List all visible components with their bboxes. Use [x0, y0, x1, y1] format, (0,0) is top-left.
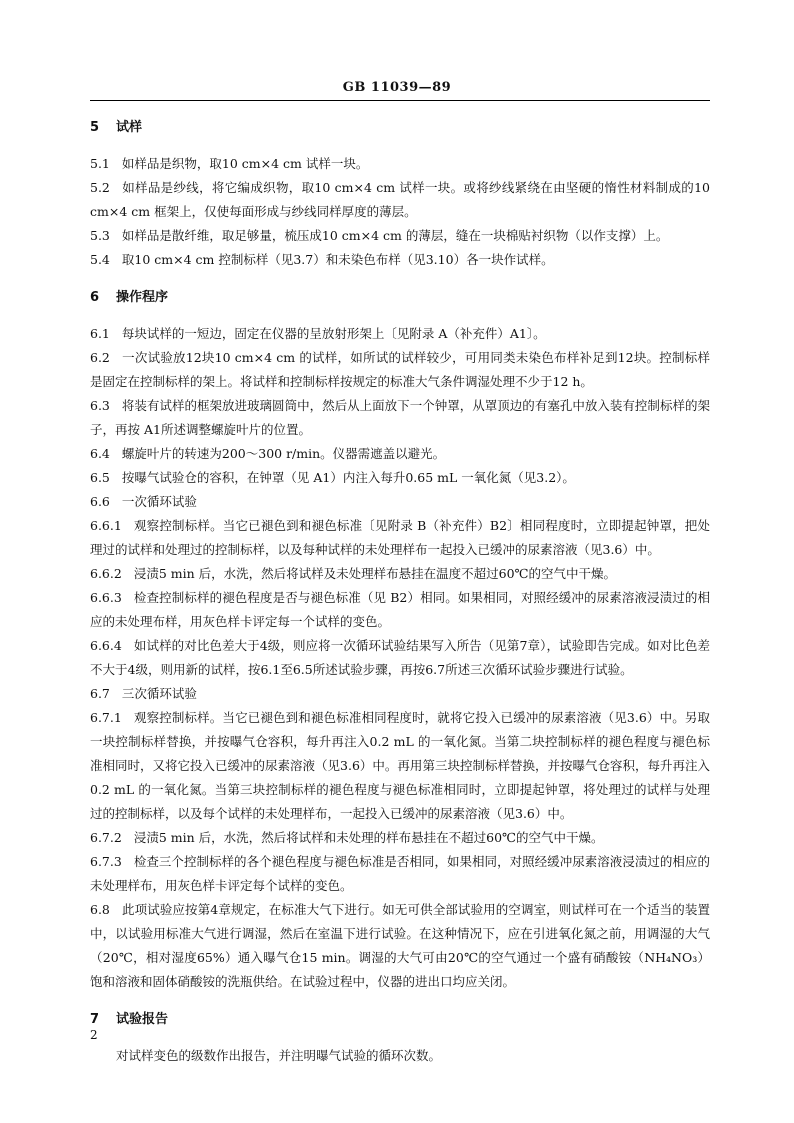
clause: [90, 898, 710, 994]
clause-number: 5.1: [90, 156, 110, 171]
clause-text: 螺旋叶片的转速为200～300 r/min。仪器需遮盖以避光。: [121, 446, 446, 461]
clause-number: 6.5: [90, 470, 110, 485]
section-heading: [90, 116, 710, 140]
clause-text: 将装有试样的框架放进玻璃圆筒中，然后从上面放下一个钟罩，从罩顶边的有塞孔中放入装有控制标样的架子，再按 A1所述调整螺旋叶片的位置。: [90, 398, 710, 437]
clause: [90, 634, 710, 682]
clause-text: 每块试样的一短边，固定在仪器的呈放射形架上〔见附录 A（补充件）A1〕。: [121, 326, 546, 341]
clause-number: 6.2: [90, 350, 110, 365]
clause-number: 6.6.2: [90, 566, 122, 581]
clause-text: 按曝气试验仓的容积，在钟罩（见 A1）内注入每升0.65 mL 一氧化氮（见3.2）。: [121, 470, 575, 485]
clause: [90, 706, 710, 826]
clause-number: 6.6: [90, 494, 110, 509]
section-number: 5: [90, 120, 100, 135]
clause: [90, 850, 710, 898]
clause: [90, 176, 710, 224]
clause: [90, 346, 710, 394]
section-title: 试验报告: [116, 1012, 169, 1027]
clause-number: 6.6.4: [90, 638, 122, 653]
clause: [90, 442, 710, 466]
clause: [90, 248, 710, 272]
clause-number: 6.4: [90, 446, 110, 461]
clause-number: 6.8: [90, 902, 110, 917]
clause-text: 如样品是散纤维，取足够量，梳压成10 cm×4 cm 的薄层，缝在一块棉贴衬织物（以作支撑）上。: [121, 228, 669, 243]
section-heading: [90, 286, 710, 310]
clause-text: 如样品是织物，取10 cm×4 cm 试样一块。: [121, 156, 369, 171]
subclause-title: [90, 682, 710, 706]
clause: [90, 586, 710, 634]
report-paragraph: 对试样变色的级数作出报告，并注明曝气试验的循环次数。: [116, 1048, 442, 1063]
clause-text: 如试样的对比色差大于4级，则应将一次循环试验结果写入所告（见第7章），试验即告完成。如对比色差不大于4级，则用新的试样，按6.1至6.5所述试验步骤，再按6.7所述三次循环试验步骤进行试验。: [90, 638, 710, 677]
clause-number: 5.2: [90, 180, 110, 195]
clause-text: 一次循环试验: [121, 494, 197, 509]
clause-number: 6.6.1: [90, 518, 122, 533]
clause: [90, 826, 710, 850]
subclause-title: [90, 490, 710, 514]
clause-text: 此项试验应按第4章规定，在标准大气下进行。如无可供全部试验用的空调室，则试样可在一个适当的装置中，以试验用标准大气进行调湿，然后在室温下进行试验。在这种情况下，应在引进氧化氮之前，用调湿的大气（20℃，相对湿度65%）通入曝气仓15 min。调湿的大气可由20℃的空气通过一个盛有硝酸铵（NH₄NO₃）饱和溶液和固体硝酸铵的洗瓶供给。在试验过程中，仪器的进出口均应关闭。: [90, 902, 710, 989]
clause: [90, 322, 710, 346]
clause-text: 浸渍5 min 后，水洗，然后将试样及未处理样布悬挂在温度不超过60℃的空气中干燥。: [133, 566, 617, 581]
clause-number: 5.3: [90, 228, 110, 243]
clause-text: 取10 cm×4 cm 控制标样（见3.7）和未染色布样（见3.10）各一块作试样。: [121, 252, 554, 267]
clause: [90, 224, 710, 248]
clause-number: 6.7: [90, 686, 110, 701]
clause-text: 如样品是纱线，将它编成织物，取10 cm×4 cm 试样一块。或将纱线紧绕在由坚硬的惰性材料制成的10 cm×4 cm 框架上，仅使每面形成与纱线同样厚度的薄层。: [90, 180, 710, 219]
clause: [90, 562, 710, 586]
clause-text: 检查控制标样的褪色程度是否与褪色标准（见 B2）相同。如果相同，对照经缓冲的尿素溶液浸渍过的相应的未处理布样，用灰色样卡评定每一个试样的变色。: [90, 590, 710, 629]
header-rule: [90, 100, 710, 101]
clause: [90, 514, 710, 562]
clause-number: 6.6.3: [90, 590, 122, 605]
standard-code-header: GB 11039—89: [342, 80, 452, 95]
section-title: 试样: [116, 120, 143, 135]
clause-text: 观察控制标样。当它已褪色到和褪色标准〔见附录 B（补充件）B2〕相同程度时，立即提起钟罩，把处理过的试样和处理过的控制标样，以及每种试样的未处理样布一起投入已缓冲的尿素溶液（见3.6）中。: [90, 518, 710, 557]
clause-number: 5.4: [90, 252, 110, 267]
clause-text: 一次试验放12块10 cm×4 cm 的试样，如所试的试样较少，可用同类未染色布样补足到12块。控制标样是固定在控制标样的架上。将试样和控制标样按规定的标准大气条件调湿处理不少于12 h。: [90, 350, 710, 389]
section-title: 操作程序: [116, 290, 169, 305]
section-number: 6: [90, 290, 100, 305]
clause-text: 浸渍5 min 后，水洗，然后将试样和未处理的样布悬挂在不超过60℃的空气中干燥。: [133, 830, 604, 845]
clause: [90, 394, 710, 442]
clause: [90, 152, 710, 176]
clause-text: 观察控制标样。当它已褪色到和褪色标准相同程度时，就将它投入已缓冲的尿素溶液（见3.6）中。另取一块控制标样替换，并按曝气仓容积，每升再注入0.2 mL 的一氧化氮。当第二块控制标样的褪色程度与褪色标准相同时，又将它投入已缓冲的尿素溶液（见3.6）中。再用第三块控制标样替换，并按曝气仓容积，每升再注入0.2 mL 的一氧化氮。当第三块控制标样的褪色程度与褪色标准相同时，立即提起钟罩，将处理过的试样与处理过的控制标样，以及每个试样的未处理样布，一起投入已缓冲的尿素溶液（见3.6）中。: [90, 710, 710, 821]
clause: [90, 466, 710, 490]
document-body: [90, 116, 710, 1068]
clause-number: 6.7.2: [90, 830, 122, 845]
clause-number: 6.3: [90, 398, 110, 413]
clause-number: 6.7.3: [90, 854, 122, 869]
clause-number: 6.1: [90, 326, 110, 341]
clause-text: 检查三个控制标样的各个褪色程度与褪色标准是否相同，如果相同，对照经缓冲尿素溶液浸渍过的相应的未处理样布，用灰色样卡评定每个试样的变色。: [90, 854, 710, 893]
clause-number: 6.7.1: [90, 710, 122, 725]
page-number: 2: [90, 1028, 98, 1042]
clause-text: 三次循环试验: [121, 686, 197, 701]
section-heading: [90, 1008, 710, 1032]
section-number: 7: [90, 1012, 100, 1027]
